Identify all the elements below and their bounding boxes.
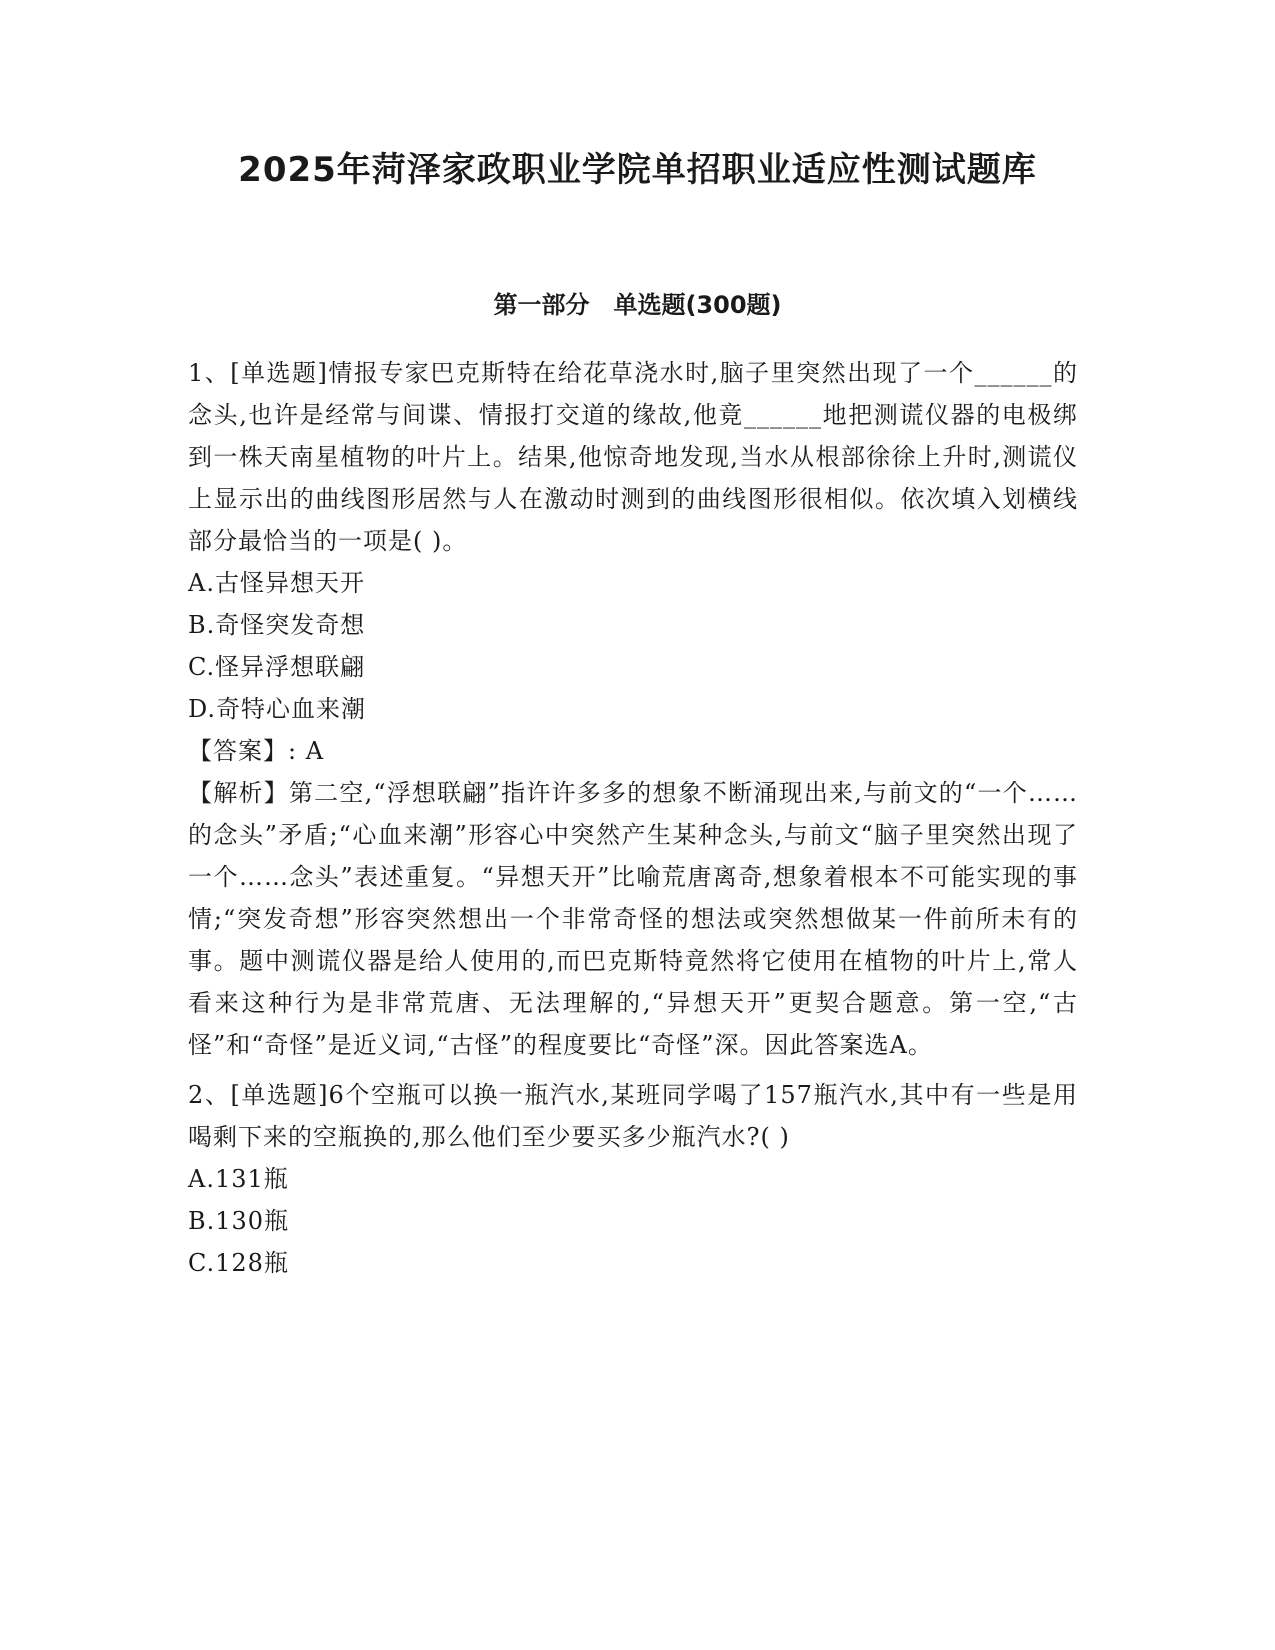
option-c: C.怪异浮想联翩 — [188, 653, 366, 681]
option-d: D.奇特心血来潮 — [188, 695, 367, 723]
option-c: C.128瓶 — [188, 1249, 289, 1277]
option-b: B.130瓶 — [188, 1207, 290, 1235]
option-a: A.古怪异想天开 — [188, 569, 365, 597]
analysis-text: 【解析】第二空,“浮想联翩”指许许多多的想象不断涌现出来,与前文的“一个……的念头”矛盾;“心血来潮”形容心中突然产生某种念头,与前文“脑子里突然出现了一个……念头”表述重复。“异想天开”比喻荒唐离奇,想象着根本不可能实现的事情;“突发奇想”形容突然想出一个非常奇怪的想法或突然想做某一件前所未有的事。题中测谎仪器是给人使用的,而巴克斯特竟然将它使用在植物的叶片上,常人看来这种行为是非常荒唐、无法理解的,“异想天开”更契合题意。第一空,“古怪”和“奇怪”是近义词,“古怪”的程度要比“奇怪”深。因此答案选A。 — [188, 779, 1078, 1059]
question-text: 1、[单选题]情报专家巴克斯特在给花草浇水时,脑子里突然出现了一个______的念头,也许是经常与间谍、情报打交道的缘故,他竟______地把测谎仪器的电极绑到一株天南星植物的叶片上。结果,他惊奇地发现,当水从根部徐徐上升时,测谎仪上显示出的曲线图形居然与人在激动时测到的曲线图形很相似。依次填入划横线部分最恰当的一项是( )。 — [188, 359, 1078, 555]
answer-line: 【答案】: A — [188, 737, 325, 765]
option-list — [188, 562, 1078, 730]
document-title: 2025年菏泽家政职业学院单招职业适应性测试题库 — [238, 150, 1037, 190]
question-list — [188, 352, 1078, 1284]
question-text: 2、[单选题]6个空瓶可以换一瓶汽水,某班同学喝了157瓶汽水,其中有一些是用喝剩下来的空瓶换的,那么他们至少要买多少瓶汽水?( ) — [188, 1081, 1078, 1151]
option-list — [188, 1158, 1078, 1284]
option-a: A.131瓶 — [188, 1165, 289, 1193]
section-title: 第一部分 单选题(300题) — [493, 291, 782, 319]
option-b: B.奇怪突发奇想 — [188, 611, 366, 639]
question-1 — [188, 352, 1078, 1066]
question-2 — [188, 1074, 1078, 1284]
